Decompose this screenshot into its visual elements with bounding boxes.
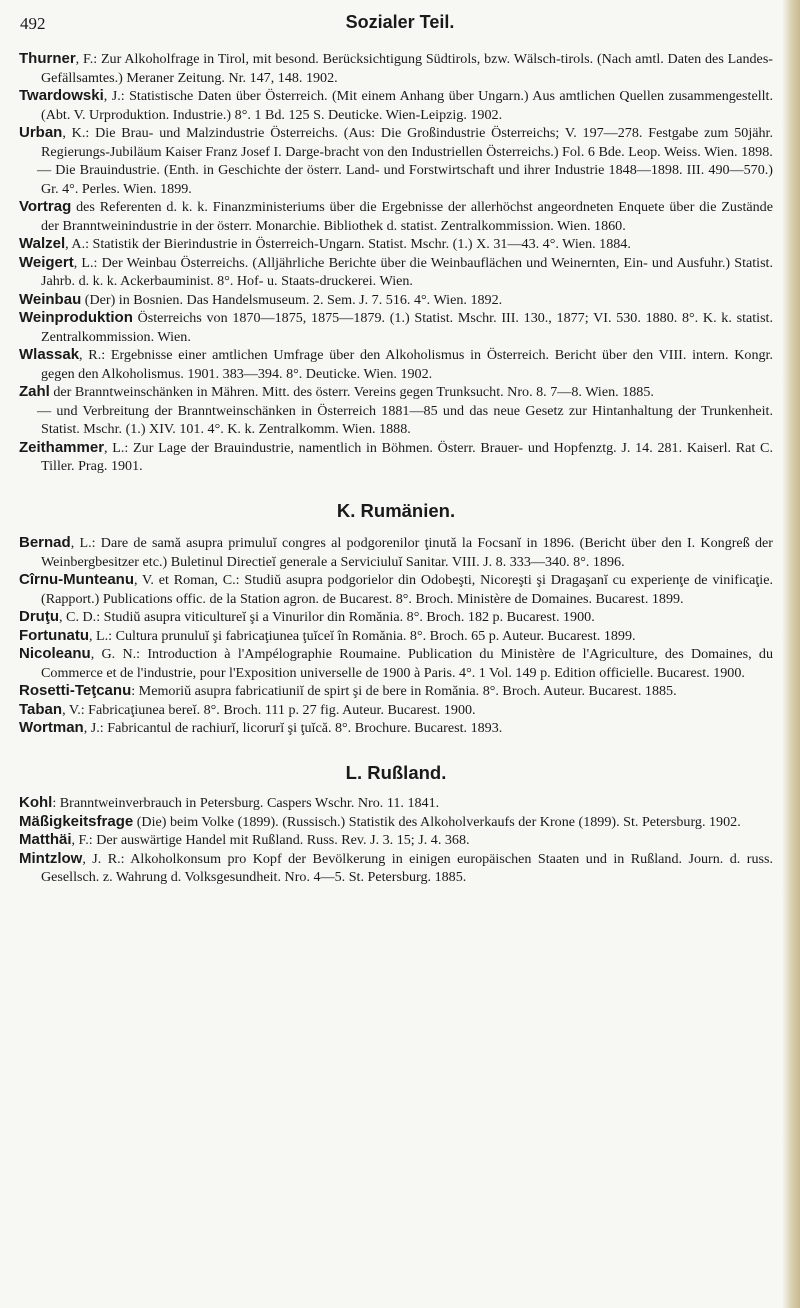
entry-text: , A.: Statistik der Bierindustrie in Österreich-Ungarn. Statist. Mschr. (1.) X. 31—43. 4°. Wien. 1884. [65, 236, 631, 252]
entry-text: — Die Brauindustrie. (Enth. in Geschichte der österr. Land- und Forstwirtschaft und ihrer Industrie 1848—1898. III. 490—570.) Gr. 4°. Perles. Wien. 1899. [37, 162, 773, 197]
entry-text: , L.: Der Weinbau Österreichs. (Alljährliche Berichte über die Weinbauflächen und Weinernten, Ein- und Ausfuhr.) Statist. Jahrb. d. k. k. Ackerbauminist. 8°. Hof- u. Staats-druckerei. Wien. [41, 254, 773, 289]
entry-text: , J.: Statistische Daten über Österreich. (Mit einem Anhang über Ungarn.) Aus amtlichen Quellen zusammengestellt. (Abt. V. Urproduktion. Industrie.) 8°. 1 Bd. 125 S. Deuticke. Wien-Leipzig. 1902. [41, 88, 773, 123]
entry-author: Thurner [19, 50, 76, 67]
bibliography-entry [19, 124, 773, 161]
entry-text: , C. D.: Studiŭ asupra viticultureĭ şi a Vinurilor din Romănia. 8°. Broch. 182 p. Bucarest. 1900. [59, 609, 595, 625]
entry-text: : Branntweinverbrauch in Petersburg. Caspers Wschr. Nro. 11. 1841. [52, 795, 440, 811]
entry-text: , G. N.: Introduction à l'Ampélographie Roumaine. Publication du Ministère de l'Agriculture, des Domaines, du Commerce et de l'industrie, pour l'Exposition universelle de 1900 à Paris. 4°. 1 Vol. 149 p. Edition officielle. Bucarest. 1900. [41, 646, 773, 681]
entry-author: Taban [19, 700, 63, 718]
entry-author: Twardowski [19, 87, 104, 104]
entry-author: Mintzlow [19, 849, 83, 867]
bibliography-entry [19, 254, 773, 291]
entry-text: — und Verbreitung der Branntweinschänken in Österreich 1881—85 und das neue Gesetz zur Hintanhaltung der Trunkenheit. Statist. Mschr. (1.) XIV. 101. 4°. K. k. Zentralkomm. Wien. 1888. [37, 402, 773, 437]
running-title: Sozialer Teil. [345, 12, 455, 32]
page-header [0, 12, 800, 40]
page-number: 492 [20, 14, 46, 33]
section-heading: K. Rumänien. [336, 499, 456, 521]
bibliography-entry [19, 309, 773, 346]
entry-author: Zeithammer [19, 438, 105, 456]
entry-text: , F.: Der auswärtige Handel mit Rußland. Russ. Rev. J. 3. 15; J. 4. 368. [71, 832, 470, 848]
bibliography-entry [19, 701, 773, 720]
bibliography-entry [19, 627, 773, 646]
entry-author: Weinbau [19, 290, 82, 308]
entry-author: Matthäi [19, 831, 72, 848]
bibliography-entry [19, 682, 773, 701]
entry-text: , R.: Ergebnisse einer amtlichen Umfrage über den Alkoholismus in Österreich. Bericht über den VIII. intern. Kongr. gegen den Alkoholismus. 1901. 383—394. 8°. Deuticke. Wien. 1902. [41, 347, 773, 382]
entry-text: , V.: Fabricaţiunea bereĭ. 8°. Broch. 111 p. 27 fig. Auteur. Bucarest. 1900. [62, 701, 476, 718]
entry-text: Österreichs von 1870—1875, 1875—1879. (1.) Statist. Mschr. III. 130., 1877; VI. 530. 1880. 8°. K. k. statist. Zentralkommission. Wien. [41, 310, 773, 345]
bibliography-entry [19, 831, 773, 850]
entry-author: Zahl [19, 383, 50, 400]
bibliography-entry [19, 794, 773, 813]
bibliography-entry [19, 439, 773, 476]
bibliography-entry [19, 645, 773, 682]
entry-text: , J.: Fabricantul de rachiurĭ, licorurĭ şi ţuĭcă. 8°. Brochure. Bucarest. 1893. [83, 720, 503, 736]
entry-author: Fortunatu [19, 626, 89, 644]
bibliography [19, 50, 773, 887]
entry-author: Nicoleanu [19, 645, 91, 662]
entry-text: der Branntweinschänken in Mähren. Mitt. des österr. Vereins gegen Trunksucht. Nro. 8. 7—8. Wien. 1885. [49, 384, 654, 400]
entry-author: Rosetti-Teţcanu [19, 682, 132, 699]
entry-text: , L.: Dare de samă asupra primuluĭ congres al podgorenilor ţinută la Focsanĭ in 1896. (Bericht über den I. Kongreß der Weinbergbesitzer etc.) Buletinul Directieĭ generale a Serviciuluĭ Sanitar. VIII. J. 8. 333—340. 8°. 1896. [41, 535, 773, 570]
entry-author: Walzel [19, 235, 66, 252]
entry-author: Weinproduktion [19, 309, 133, 326]
entry-text: , L.: Zur Lage der Brauindustrie, namentlich in Böhmen. Österr. Brauer- und Hopfenztg. J. 14. 281. Kaiserl. Rat C. Tiller. Prag. 1901. [41, 439, 773, 474]
entry-text: , F.: Zur Alkoholfrage in Tirol, mit besond. Berücksichtigung Südtirols, bzw. Wälsch-tirols. (Nach amtl. Daten des Landes-Gefällsamtes.) Meraner Zeitung. Nr. 147, 148. 1902. [41, 51, 773, 86]
bibliography-entry [19, 719, 773, 738]
entry-text: des Referenten d. k. k. Finanzministeriums über die Ergebnisse der allerhöchst angeordneten Enquete über die Zustände der Branntweinindustrie in der österr. Monarchie. Bibliothek d. statist. Zentralkommission. Wien. 1860. [41, 199, 773, 234]
bibliography-entry [19, 161, 773, 198]
bibliography-entry [19, 402, 773, 439]
entry-author: Vortrag [19, 198, 72, 215]
bibliography-entry [19, 87, 773, 124]
bibliography-entry [19, 383, 773, 402]
entry-text: , V. et Roman, C.: Studiŭ asupra podgorielor din Odobeşti, Nicoreşti şi Dragaşanĭ cu experienţe de vinificaţie. (Rapport.) Publications offic. de la Station agron. de Bucarest. 8°. Broch. Ministère de Domaines. Bucarest. 1899. [41, 572, 773, 607]
entry-author: Wlassak [19, 346, 80, 363]
entry-author: Cîrnu-Munteanu [19, 571, 134, 588]
entry-text: , L.: Cultura prunuluĭ şi fabricaţiunea ţuĭceĭ în Romănia. 8°. Broch. 65 p. Auteur. Bucarest. 1899. [88, 627, 636, 644]
bibliography-entry [19, 850, 773, 887]
bibliography-entry [19, 571, 773, 608]
entry-author: Bernad [19, 534, 71, 551]
entry-text: : Memoriŭ asupra fabricatiuniĭ de spirt şi de bere in Romănia. 8°. Broch. Auteur. Bucarest. 1885. [131, 683, 677, 699]
entry-author: Kohl [19, 794, 53, 811]
bibliography-entry [19, 291, 773, 310]
bibliography-entry [19, 198, 773, 235]
entry-text: , K.: Die Brau- und Malzindustrie Österreichs. (Aus: Die Großindustrie Österreichs; V. 197—278. Festgabe zum 50jähr. Regierungs-Jubiläum Kaiser Franz Josef I. Darge-bracht von den Industriellen Österreichs.) Fol. 6 Bde. Leop. Weiss. Wien. 1898. [41, 125, 773, 160]
entry-text: (Der) in Bosnien. Das Handelsmuseum. 2. Sem. J. 7. 516. 4°. Wien. 1892. [81, 291, 503, 308]
entry-text: , J. R.: Alkoholkonsum pro Kopf der Bevölkerung in einigen europäischen Staaten und in Rußland. Journ. d. russ. Gesellsch. z. Wahrung d. Volksgesundheit. Nro. 4—5. St. Petersburg. 1885. [41, 850, 773, 885]
entry-author: Weigert [19, 253, 74, 271]
bibliography-entry [19, 608, 773, 627]
page-edge [782, 0, 800, 1308]
bibliography-entry [19, 346, 773, 383]
bibliography-entry [19, 534, 773, 571]
entry-text: (Die) beim Volke (1899). (Russisch.) Statistik des Alkoholverkaufs der Krone (1899). St. Petersburg. 1902. [133, 813, 741, 830]
bibliography-entry [19, 813, 773, 832]
entry-author: Wortman [19, 719, 84, 736]
entry-author: Mäßigkeitsfrage [19, 812, 134, 830]
entry-author: Druţu [19, 608, 59, 625]
entry-author: Urban [19, 124, 63, 141]
bibliography-entry [19, 50, 773, 87]
section-heading: L. Rußland. [345, 761, 447, 783]
bibliography-entry [19, 235, 773, 254]
